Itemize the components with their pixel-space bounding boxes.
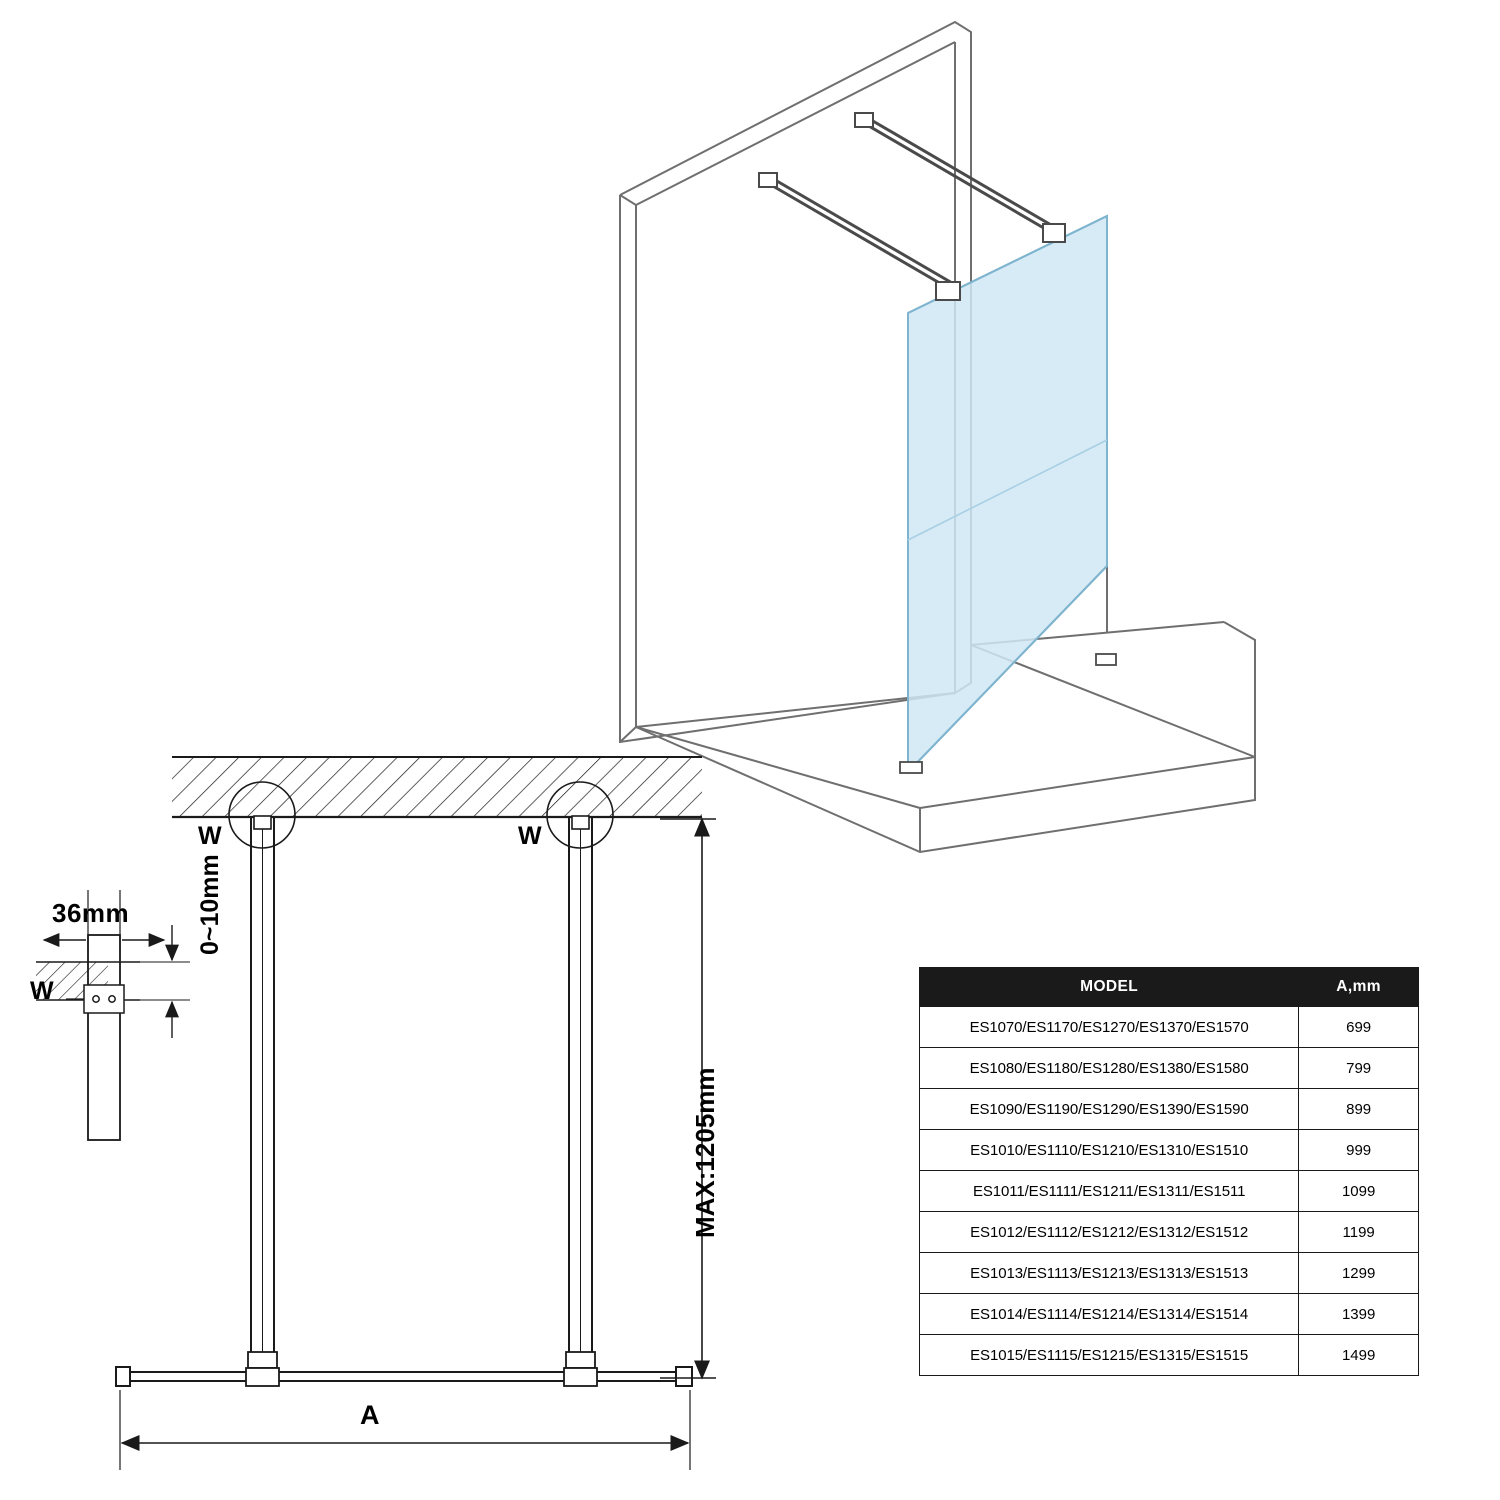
cell-model: ES1012/ES1112/ES1212/ES1312/ES1512 <box>920 1212 1299 1253</box>
cell-a-mm: 1399 <box>1299 1294 1419 1335</box>
cell-model: ES1015/ES1115/ES1215/ES1315/ES1515 <box>920 1335 1299 1376</box>
header-a-mm: A,mm <box>1299 968 1419 1007</box>
table-header-row <box>920 968 1419 1007</box>
label-profile-width: 36mm <box>52 898 130 928</box>
label-max-height: MAX:1205mm <box>690 1067 720 1238</box>
cell-model: ES1070/ES1170/ES1270/ES1370/ES1570 <box>920 1007 1299 1048</box>
cell-model: ES1011/ES1111/ES1211/ES1311/ES1511 <box>920 1171 1299 1212</box>
label-wall-marker-1: W <box>198 822 222 850</box>
label-wall-marker-2: W <box>518 822 542 850</box>
table-row <box>920 1007 1419 1048</box>
table-row <box>920 1253 1419 1294</box>
table-row <box>920 1335 1419 1376</box>
header-model: MODEL <box>920 968 1299 1007</box>
label-wall-marker-3: W <box>30 977 54 1005</box>
table-row <box>920 1212 1419 1253</box>
cell-a-mm: 799 <box>1299 1048 1419 1089</box>
table-row <box>920 1294 1419 1335</box>
cell-model: ES1014/ES1114/ES1214/ES1314/ES1514 <box>920 1294 1299 1335</box>
label-width-a: A <box>360 1400 380 1430</box>
model-spec-table <box>919 967 1419 1376</box>
cell-a-mm: 1499 <box>1299 1335 1419 1376</box>
table-row <box>920 1130 1419 1171</box>
label-tolerance: 0~10mm <box>196 854 224 955</box>
dimension-0-10mm <box>120 925 190 1038</box>
cell-a-mm: 999 <box>1299 1130 1419 1171</box>
cell-model: ES1090/ES1190/ES1290/ES1390/ES1590 <box>920 1089 1299 1130</box>
dimension-width-a <box>120 1390 690 1470</box>
table-row <box>920 1048 1419 1089</box>
cell-model: ES1080/ES1180/ES1280/ES1380/ES1580 <box>920 1048 1299 1089</box>
table-row <box>920 1171 1419 1212</box>
cell-a-mm: 1099 <box>1299 1171 1419 1212</box>
cell-a-mm: 1199 <box>1299 1212 1419 1253</box>
cell-model: ES1010/ES1110/ES1210/ES1310/ES1510 <box>920 1130 1299 1171</box>
cell-a-mm: 899 <box>1299 1089 1419 1130</box>
cell-a-mm: 699 <box>1299 1007 1419 1048</box>
table-row <box>920 1089 1419 1130</box>
cell-a-mm: 1299 <box>1299 1253 1419 1294</box>
cell-model: ES1013/ES1113/ES1213/ES1313/ES1513 <box>920 1253 1299 1294</box>
